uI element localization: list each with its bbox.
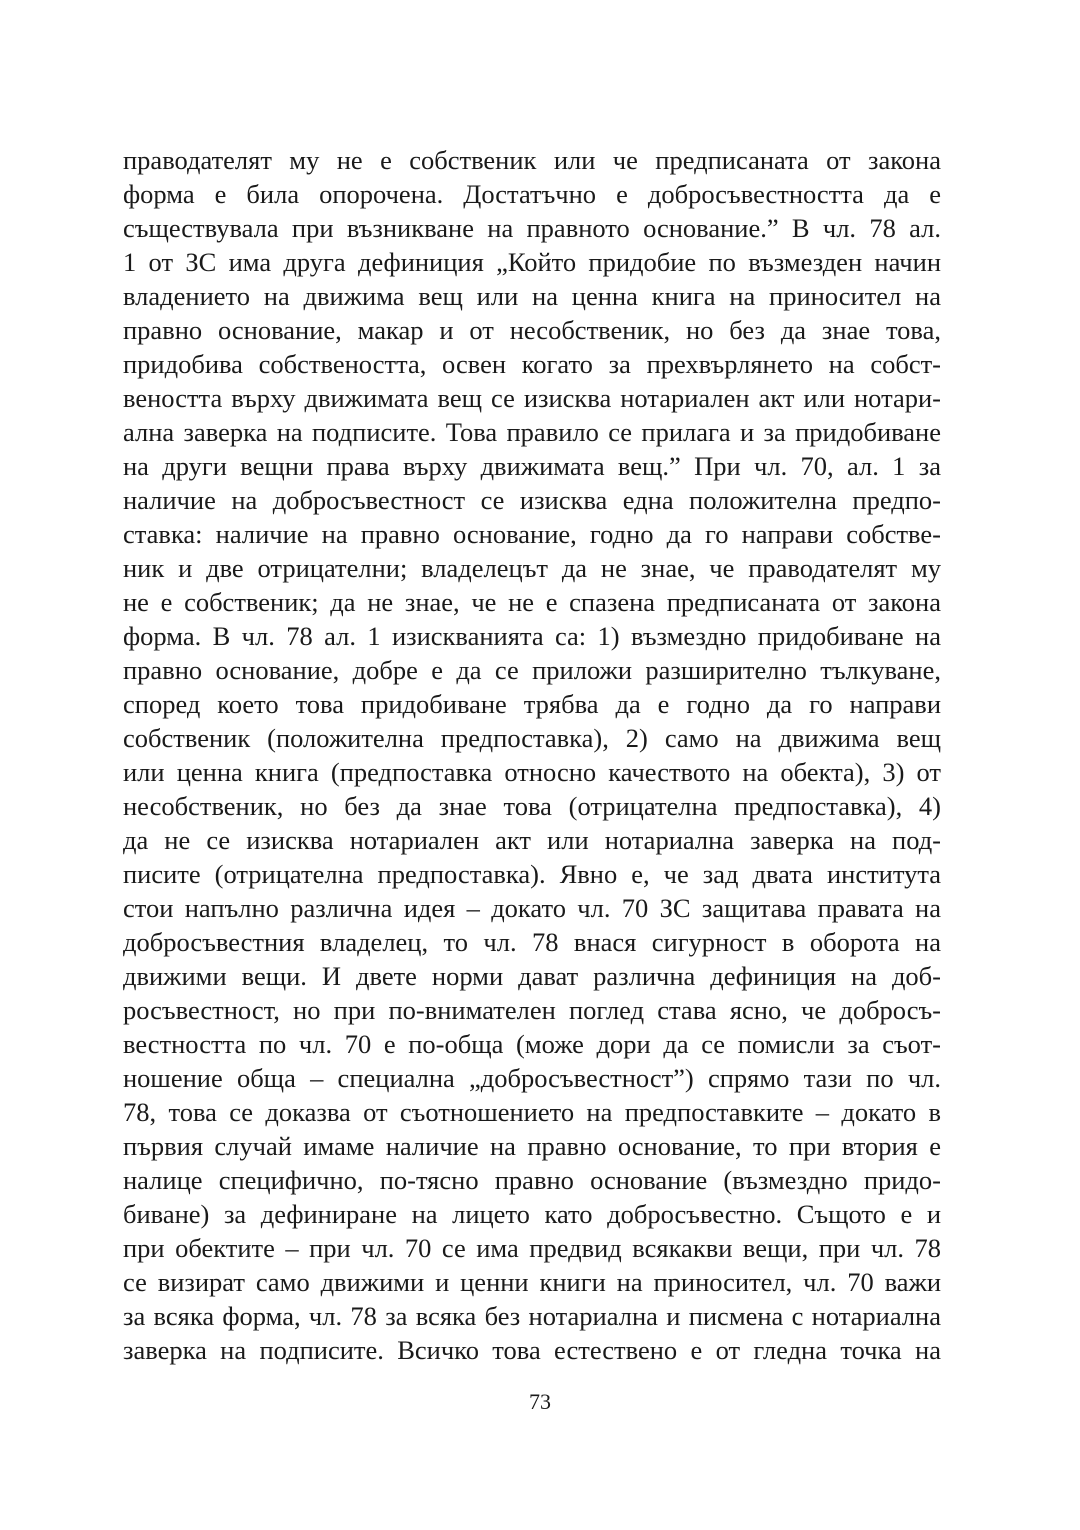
text-line: съществувала при възникване на правното основание.” В чл. 78 ал.	[123, 213, 941, 243]
text-line: според което това придобиване трябва да е годно да го направи	[123, 689, 941, 719]
text-line: ална заверка на подписите. Това правило се прилага и за придобиване	[123, 417, 941, 447]
text-line: форма. В чл. 78 ал. 1 изискванията са: 1) възмездно придобиване на	[123, 621, 941, 651]
text-line: ставка: наличие на правно основание, годно да го направи собстве-	[123, 519, 941, 549]
text-line: 78, това се доказва от съотношението на предпоставките – докато в	[123, 1097, 941, 1127]
text-line: росъвестност, но при по-внимателен поглед става ясно, че добросъ-	[123, 995, 941, 1025]
text-line: не е собственик; да не знае, че не е спазена предписаната от закона	[123, 587, 941, 617]
text-line: при обектите – при чл. 70 се има предвид всякакви вещи, при чл. 78	[123, 1233, 941, 1263]
text-line: правно основание, макар и от несобственик, но без да знае това,	[123, 315, 941, 345]
text-line: биване) за дефиниране на лицето като добросъвестно. Същото е и	[123, 1199, 941, 1229]
text-line: първия случай имаме наличие на правно основание, то при втория е	[123, 1131, 941, 1161]
text-line: заверка на подписите. Всичко това естествено е от гледна точка на	[123, 1335, 941, 1365]
text-line: налице специфично, по-тясно правно основание (възмездно придо-	[123, 1165, 941, 1195]
text-line: ник и две отрицателни; владелецът да не знае, че праводателят му	[123, 553, 941, 583]
text-line: писите (отрицателна предпоставка). Явно е, че зад двата института	[123, 859, 941, 889]
text-line: собственик (положителна предпоставка), 2) само на движима вещ	[123, 723, 941, 753]
text-line: се визират само движими и ценни книги на приносител, чл. 70 важи	[123, 1267, 941, 1297]
text-line: ношение обща – специална „добросъвестност”) спрямо тази по чл.	[123, 1063, 941, 1093]
text-line: владението на движима вещ или на ценна книга на приносител на	[123, 281, 941, 311]
text-line: придобива собствеността, освен когато за прехвърлянето на собст-	[123, 349, 941, 379]
text-line: стои напълно различна идея – докато чл. 70 ЗС защитава правата на	[123, 893, 941, 923]
text-line: правно основание, добре е да се приложи разширително тълкуване,	[123, 655, 941, 685]
page-number: 73	[529, 1389, 551, 1414]
text-line: праводателят му не е собственик или че предписаната от закона	[123, 145, 941, 175]
text-line: форма е била опорочена. Достатъчно е добросъвестността да е	[123, 179, 941, 209]
text-line: 1 от ЗС има друга дефиниция „Който придобие по възмезден начин	[123, 247, 941, 277]
text-line: за всяка форма, чл. 78 за всяка без нотариална и писмена с нотариална	[123, 1301, 941, 1331]
text-line: движими вещи. И двете норми дават различна дефиниция на доб-	[123, 961, 941, 991]
text-line: наличие на добросъвестност се изисква една положителна предпо-	[123, 485, 941, 515]
text-line: несобственик, но без да знае това (отрицателна предпоставка), 4)	[123, 791, 941, 821]
text-line: веността върху движимата вещ се изисква нотариален акт или нотари-	[123, 383, 941, 413]
text-line: вестността по чл. 70 е по-обща (може дори да се помисли за съот-	[123, 1029, 941, 1059]
text-line: или ценна книга (предпоставка относно качеството на обекта), 3) от	[123, 757, 941, 787]
text-line: да не се изисква нотариален акт или нотариална заверка на под-	[123, 825, 941, 855]
text-line: добросъвестния владелец, то чл. 78 внася сигурност в оборота на	[123, 927, 941, 957]
text-line: на други вещни права върху движимата вещ.” При чл. 70, ал. 1 за	[123, 451, 941, 481]
